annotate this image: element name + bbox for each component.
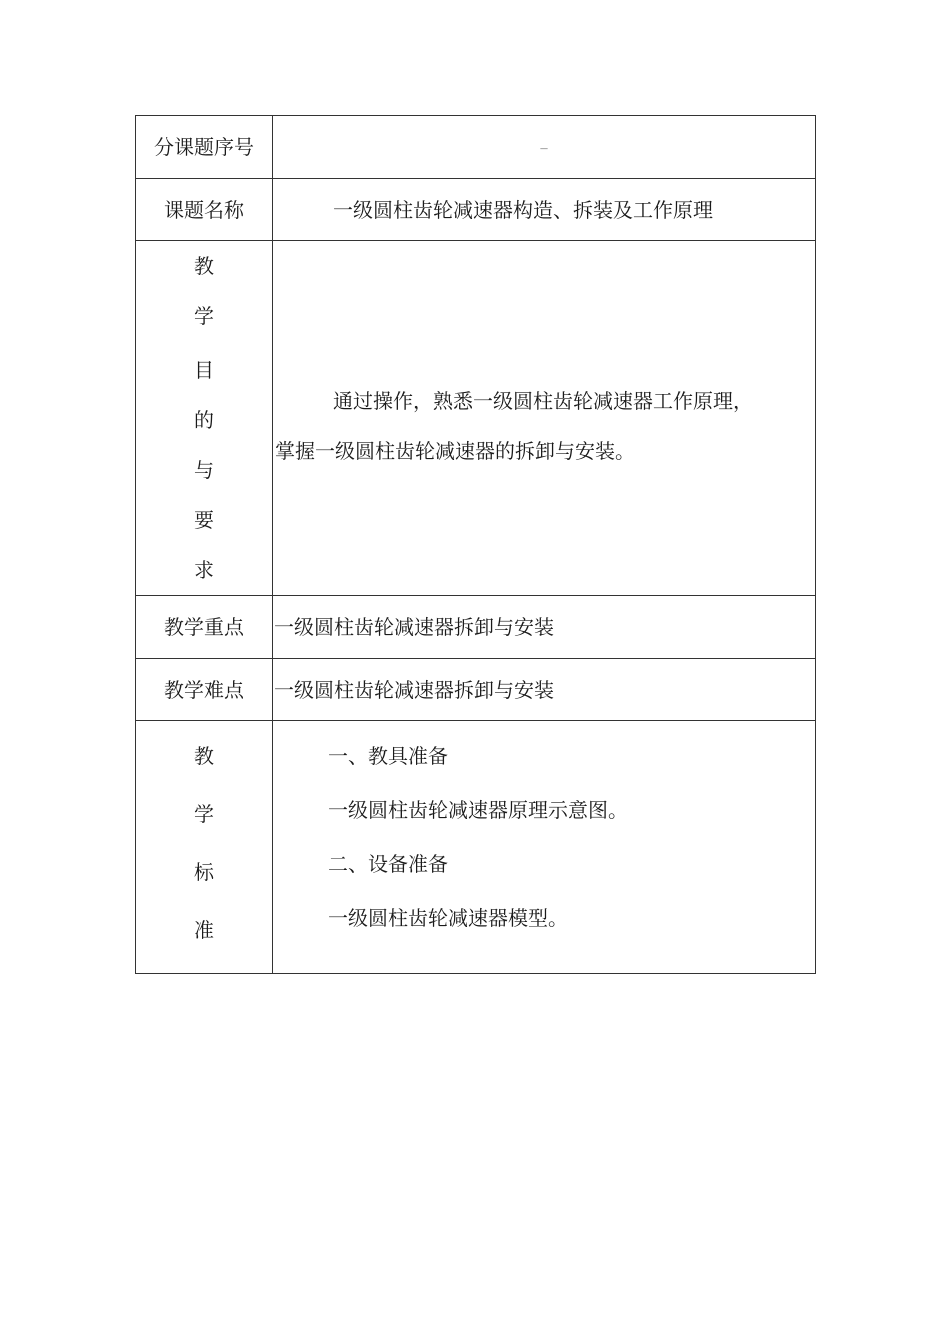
row-sequence	[136, 116, 816, 179]
title-label: 课题名称	[136, 179, 273, 241]
objectives-label-char: 学	[194, 304, 214, 328]
standard-label-char: 教	[194, 744, 214, 768]
objectives-label-char: 求	[194, 558, 214, 582]
standard-item: 一级圆柱齿轮减速器模型。	[328, 906, 568, 930]
standard-items	[328, 741, 628, 957]
row-title	[136, 179, 816, 241]
difficulty-value: 一级圆柱齿轮减速器拆卸与安装	[274, 677, 554, 702]
objectives-label-char: 要	[194, 508, 214, 532]
objectives-line-1: 通过操作，熟悉一级圆柱齿轮减速器工作原理，	[333, 389, 753, 413]
lesson-plan-table	[135, 115, 816, 974]
standard-item: 二、设备准备	[328, 852, 448, 876]
objectives-line-2: 掌握一级圆柱齿轮减速器的拆卸与安装。	[275, 439, 635, 463]
standard-label-char: 学	[194, 802, 214, 826]
standard-label-cell	[136, 721, 273, 974]
objectives-text	[273, 376, 815, 476]
objectives-label-char: 的	[194, 408, 214, 432]
row-key-point	[136, 596, 816, 659]
objectives-label	[136, 241, 272, 595]
standard-value-cell	[273, 721, 816, 974]
row-objectives	[136, 241, 816, 596]
difficulty-value-cell	[273, 659, 816, 721]
objectives-label-cell	[136, 241, 273, 596]
key-point-value-cell	[273, 596, 816, 659]
row-standard	[136, 721, 816, 974]
standard-label-char: 准	[194, 918, 214, 942]
sequence-value-cell	[273, 116, 816, 179]
standard-label	[136, 721, 272, 973]
key-point-value: 一级圆柱齿轮减速器拆卸与安装	[274, 615, 554, 639]
sequence-label: 分课题序号	[136, 116, 273, 179]
standard-label-char: 标	[194, 860, 214, 884]
objectives-value-cell	[273, 241, 816, 596]
key-point-label: 教学重点	[136, 596, 273, 659]
sequence-value: —	[540, 144, 548, 153]
standard-item: 一、教具准备	[328, 744, 448, 768]
difficulty-label: 教学难点	[136, 659, 273, 721]
objectives-label-char: 与	[194, 458, 214, 482]
title-value-cell	[273, 179, 816, 241]
objectives-label-char: 教	[194, 254, 214, 278]
objectives-label-char: 目	[194, 358, 214, 382]
standard-item: 一级圆柱齿轮减速器原理示意图。	[328, 798, 628, 822]
title-value: 一级圆柱齿轮减速器构造、拆装及工作原理	[333, 197, 713, 222]
row-difficulty	[136, 659, 816, 721]
